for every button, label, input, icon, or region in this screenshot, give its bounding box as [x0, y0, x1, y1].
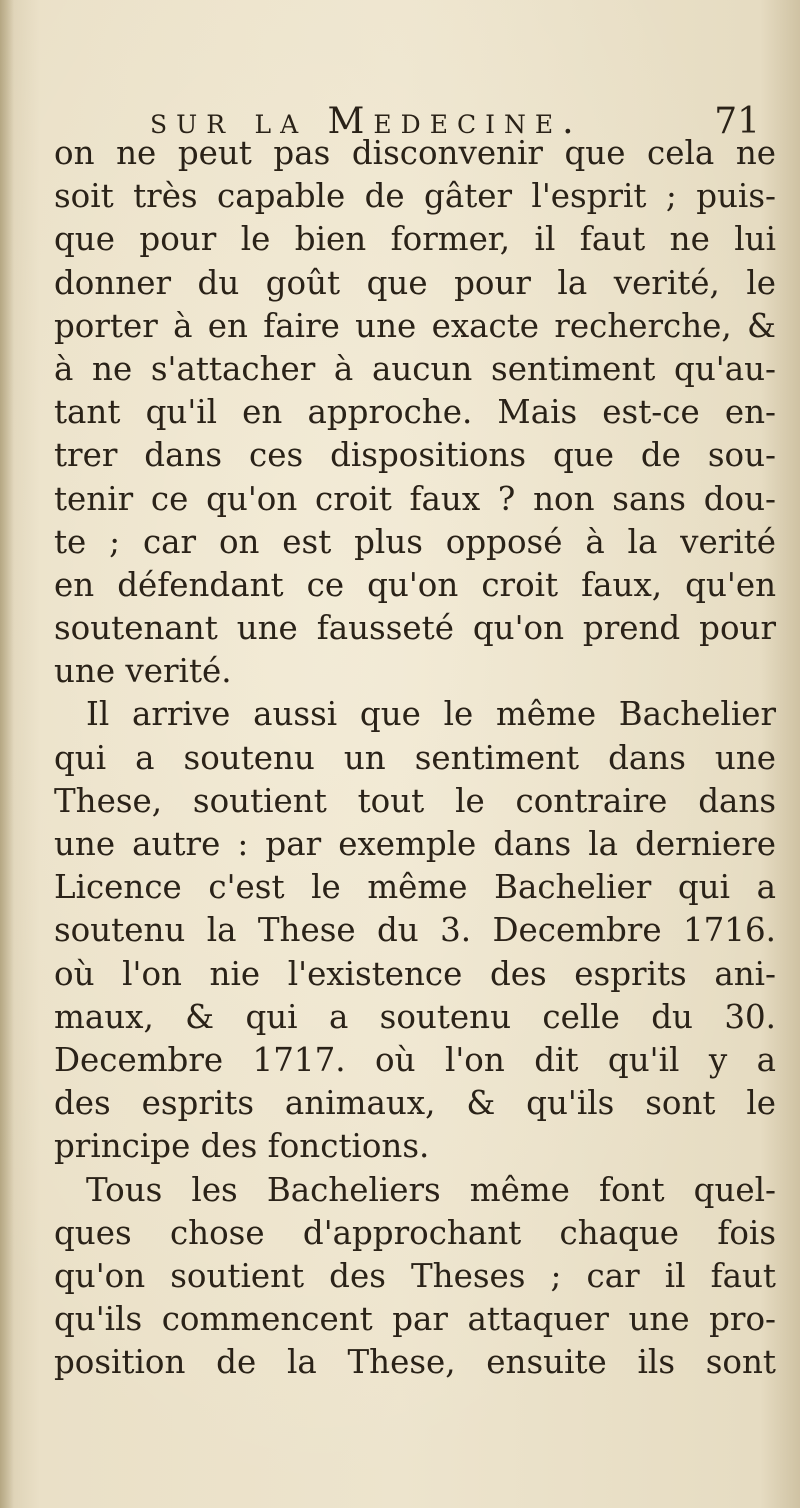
- body-text: [54, 132, 776, 1384]
- text-line: te ; car on est plus opposé à la verité: [54, 522, 776, 561]
- text-line: position de la These, ensuite ils sont: [54, 1343, 776, 1382]
- text-line: trer dans ces dispositions que de sou-: [54, 436, 776, 475]
- page-number: 71: [714, 101, 760, 142]
- text-line: une autre : par exemple dans la derniere: [54, 825, 776, 863]
- running-head: sur la Medecine.: [150, 101, 583, 142]
- text-line: These, soutient tout le contraire dans: [54, 781, 776, 820]
- text-line: on ne peut pas disconvenir que cela ne: [54, 134, 776, 172]
- text-line: qu'on soutient des Theses ; car il faut: [54, 1256, 776, 1295]
- text-line: où l'on nie l'existence des esprits ani-: [54, 954, 776, 993]
- text-line: soutenant une fausseté qu'on prend pour: [54, 609, 776, 648]
- page-gutter-shadow: [0, 0, 14, 1508]
- text-line: maux, & qui a soutenu celle du 30.: [54, 997, 776, 1036]
- text-line: Decembre 1717. où l'on dit qu'il y a: [54, 1040, 776, 1079]
- text-line: Tous les Bacheliers même font quel-: [86, 1170, 776, 1209]
- text-line: à ne s'attacher à aucun sentiment qu'au-: [54, 349, 776, 388]
- text-line: tant qu'il en approche. Mais est-ce en-: [54, 393, 776, 432]
- text-line: principe des fonctions.: [54, 1127, 430, 1166]
- text-line: qui a soutenu un sentiment dans une: [54, 738, 776, 777]
- text-line: qu'ils commencent par attaquer une pro-: [54, 1300, 776, 1339]
- text-line: Il arrive aussi que le même Bachelier: [86, 695, 776, 734]
- text-line: que pour le bien former, il faut ne lui: [54, 220, 776, 259]
- text-line: tenir ce qu'on croit faux ? non sans dou-: [54, 479, 776, 518]
- text-line: en défendant ce qu'on croit faux, qu'en: [54, 565, 776, 604]
- text-line: une verité.: [54, 652, 232, 691]
- text-line: soit très capable de gâter l'esprit ; puis-: [54, 177, 776, 216]
- text-line: des esprits animaux, & qu'ils sont le: [54, 1084, 776, 1123]
- text-line: porter à en faire une exacte recherche, &: [54, 306, 776, 345]
- text-line: donner du goût que pour la verité, le: [54, 263, 776, 302]
- text-line: ques chose d'approchant chaque fois: [54, 1213, 776, 1252]
- text-line: soutenu la These du 3. Decembre 1716.: [54, 911, 776, 950]
- text-line: Licence c'est le même Bachelier qui a: [54, 868, 776, 907]
